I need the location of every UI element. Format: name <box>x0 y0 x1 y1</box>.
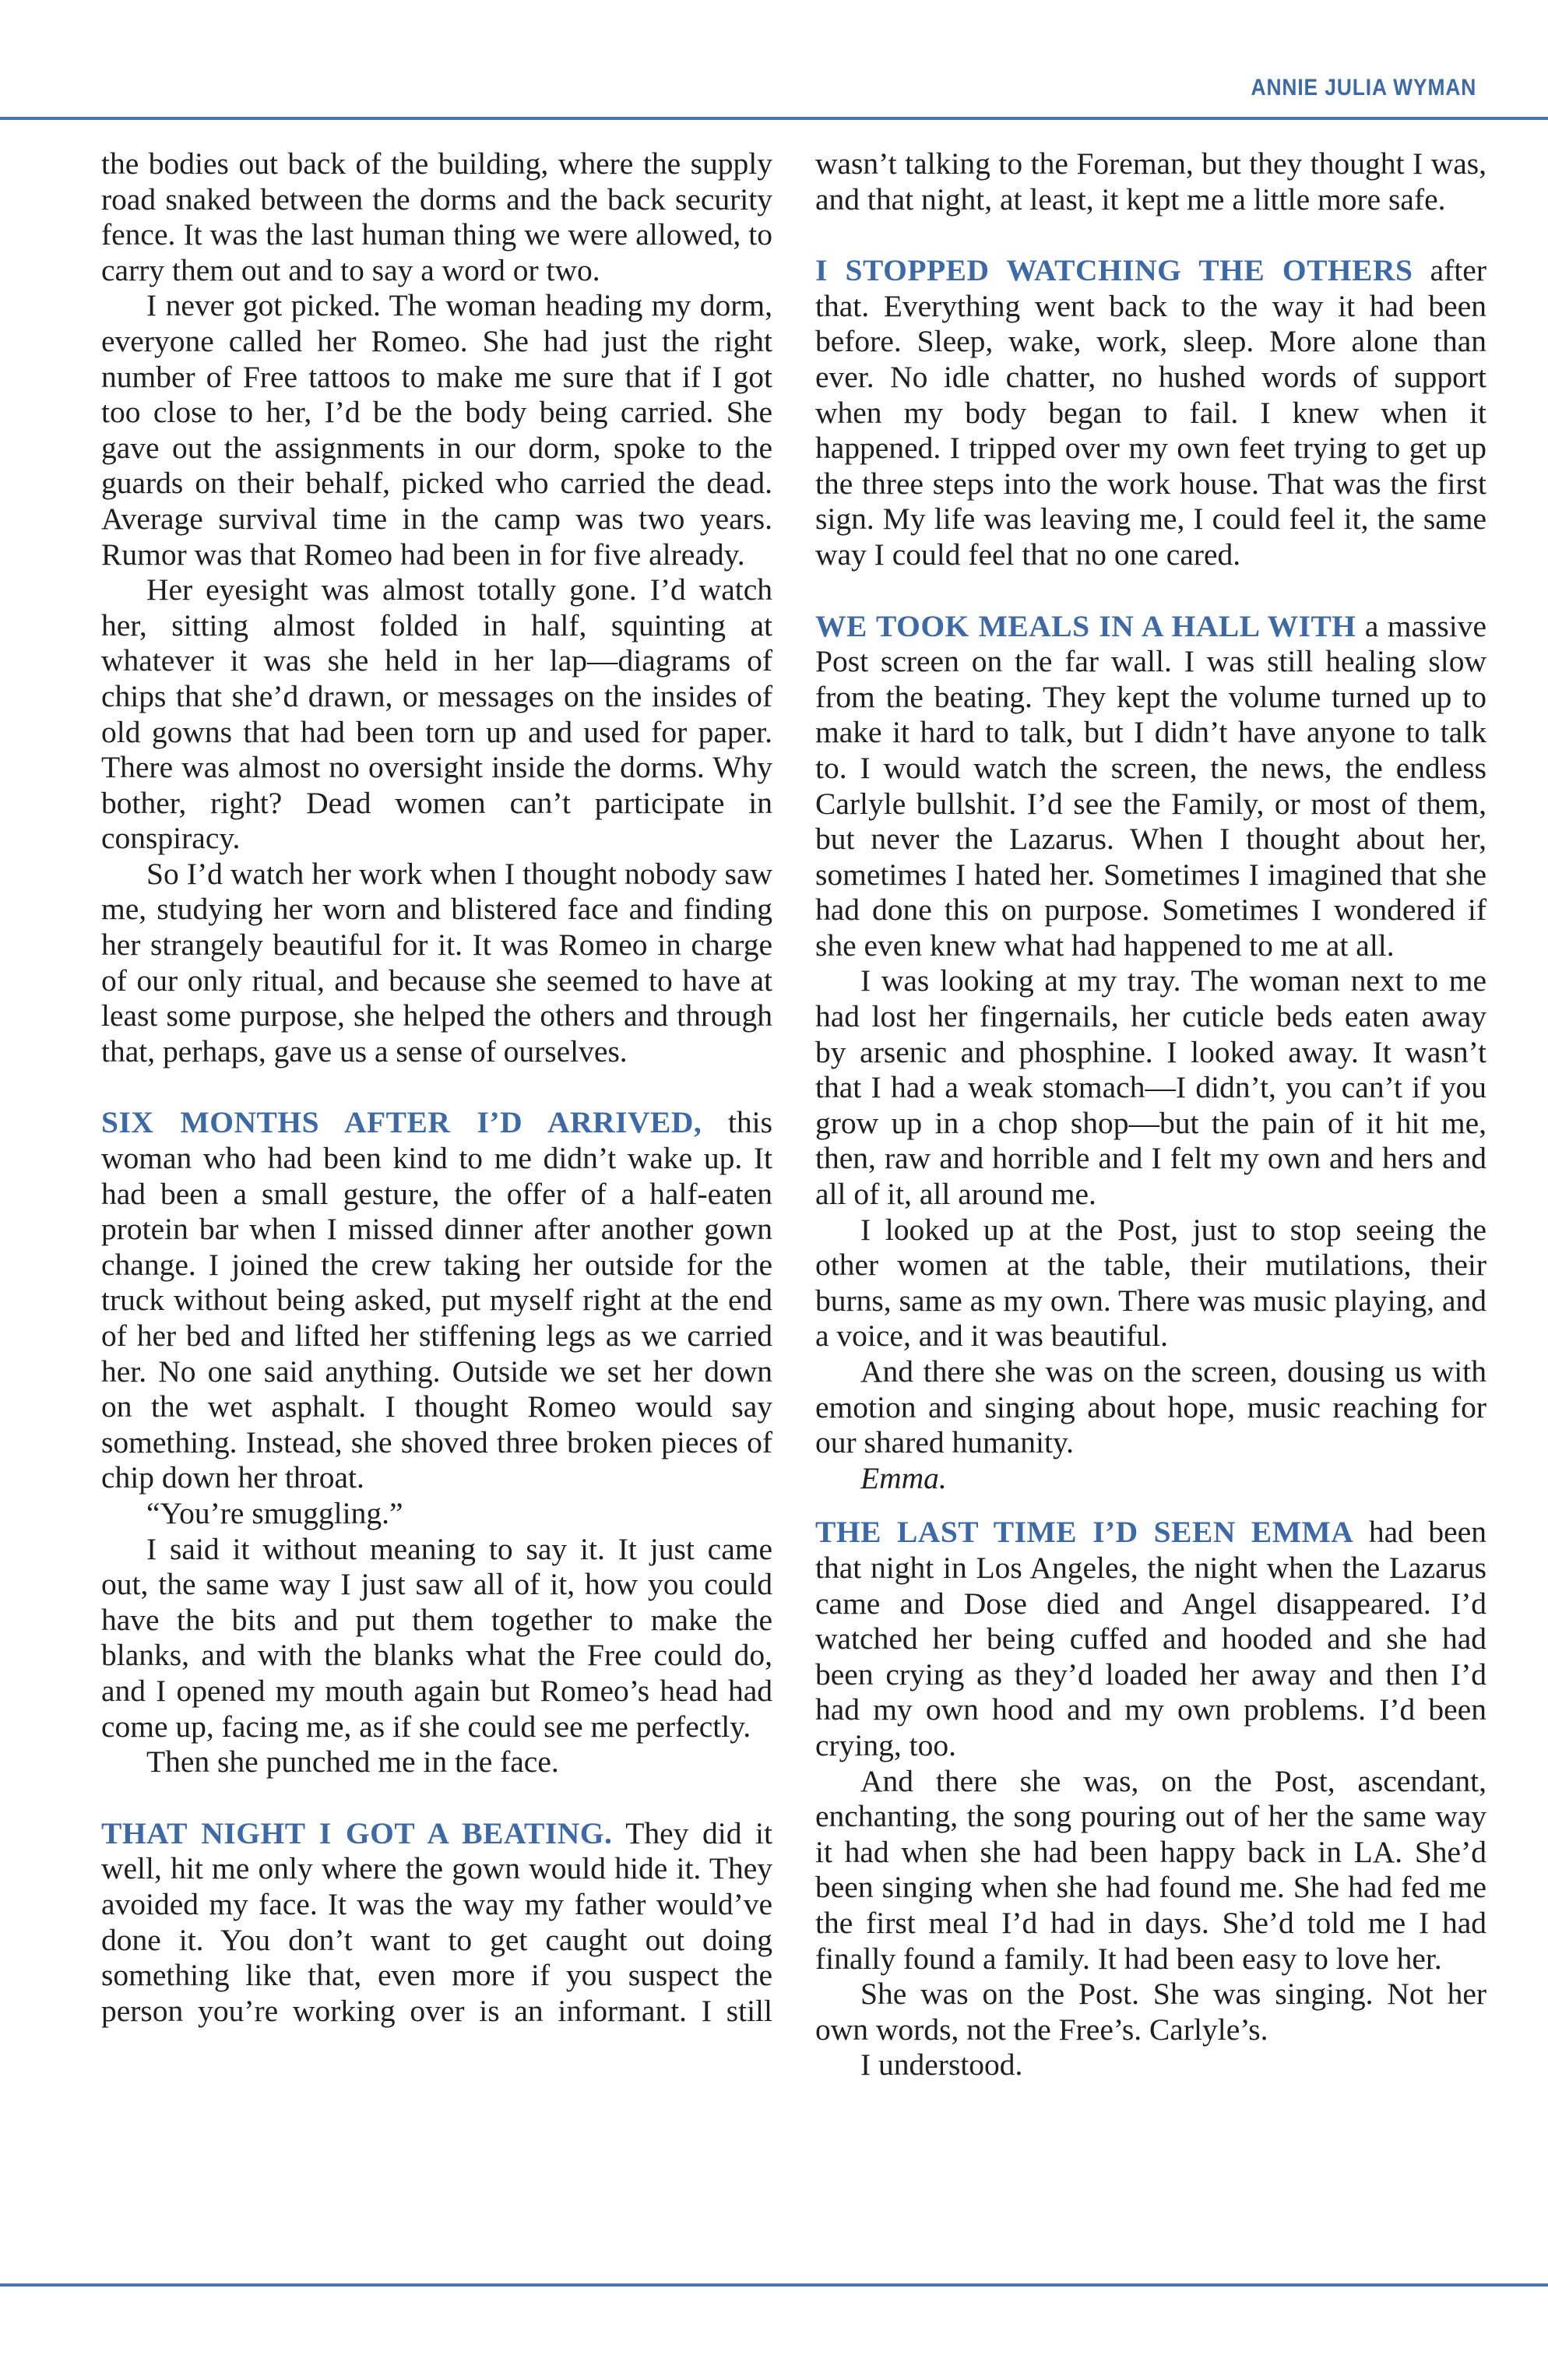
section-paragraph <box>815 609 1486 964</box>
running-header-author: ANNIE JULIA WYMAN <box>1251 75 1476 100</box>
paragraph-text: had been that night in Los Angeles, the night when the Lazarus came and Dose died and Angel disappeared. I’d watched her being cuffed and hooded and she had been crying as they’d loaded her away and then I’d had my own hood and my own problems. I’d been crying, too. <box>815 1515 1486 1762</box>
paragraph: I was looking at my tray. The woman next to me had lost her fingernails, her cuticle beds eaten away by arsenic and phosphine. I looked away. It wasn’t that I had a weak stomach—I didn’t, you can’t if you grow up in a chop shop—but the pain of it hit me, then, raw and horrible and I felt my own and hers and all of it, all around me. <box>815 963 1486 1212</box>
paragraph-text: a massive Post screen on the far wall. I was still healing slow from the beating. They kept the volume turned up to make it hard to talk, but I didn’t have anyone to talk to. I would watch the screen, the news, the endless Carlyle bullshit. I’d see the Family, or most of them, but never the Lazarus. When I thought about her, sometimes I hated her. Sometimes I imagined that she had done this on purpose. Sometimes I wondered if she even knew what had happened to me at all. <box>815 608 1486 963</box>
footer-rule <box>0 2283 1548 2287</box>
paragraph: I said it without meaning to say it. It just came out, the same way I just saw all of it, how you could have the bits and put them together to make the blanks, and with the blanks what the Free could do, and I opened my mouth again but Romeo’s head had come up, facing me, as if she could see me perfectly. <box>101 1531 772 1744</box>
paragraph: I understood. <box>860 2047 1023 2082</box>
header-rule <box>0 117 1548 120</box>
left-column <box>101 146 772 2029</box>
paragraph: She was on the Post. She was singing. Not her own words, not the Free’s. Carlyle’s. <box>815 1977 1486 2047</box>
section-paragraph <box>101 1816 772 2030</box>
paragraph: I never got picked. The woman heading my dorm, everyone called her Romeo. She had just the right number of Free tattoos to make me sure that if I got too close to her, I’d be the body being carried. She gave out the assignments in our dorm, spoke to the guards on their behalf, picked who carried the dead. Average survival time in the camp was two years. Rumor was that Romeo had been in for five already. <box>101 288 772 572</box>
section-lead-in: THE LAST TIME I’D SEEN EMMA <box>815 1515 1354 1550</box>
section-lead-in: WE TOOK MEALS IN A HALL WITH <box>815 608 1356 643</box>
section-paragraph <box>815 253 1486 572</box>
section-paragraph <box>101 1105 772 1496</box>
section-paragraph <box>815 1515 1486 1763</box>
paragraph: “You’re smuggling.” <box>146 1495 403 1530</box>
paragraph-text: after that. Everything went back to the way it had been before. Sleep, wake, work, sleep. More alone than ever. No idle chatter, no hushed words of support when my body began to fail. I knew when it happened. I tripped over my own feet trying to get up the three steps into the work house. That was the first sign. My life was leaving me, I could feel it, the same way I could feel that no one cared. <box>815 253 1486 572</box>
paragraph-text: this woman who had been kind to me didn’t wake up. It had been a small gesture, the offer of a half-eaten protein bar when I missed dinner after another gown change. I joined the crew taking her outside for the truck without being asked, put myself right at the end of her bed and lifted her stiffening legs as we carried her. No one said anything. Outside we set her down on the wet asphalt. I thought Romeo would say something. Instead, she shoved three broken pieces of chip down her throat. <box>101 1105 772 1495</box>
paragraph: the bodies out back of the building, where the supply road snaked between the dorms and the back security fence. It was the last human thing we were allowed, to carry them out and to say a word or two. <box>101 146 772 287</box>
paragraph-text: They did it well, hit me only where the gown would hide it. They avoided my face. It was the way my father would’ve done it. You don’t want to get caught out doing something like that, even more if you suspect the person you’re working over is an informant. I still <box>101 1815 772 2028</box>
section-lead-in: I STOPPED WATCHING THE OTHERS <box>815 253 1413 288</box>
paragraph: Her eyesight was almost totally gone. I’d watch her, sitting almost folded in half, squinting at whatever it was she held in her lap—diagrams of chips that she’d drawn, or messages on the insides of old gowns that had been torn up and used for paper. There was almost no oversight inside the dorms. Why bother, right? Dead women can’t participate in conspiracy. <box>101 572 772 856</box>
paragraph: So I’d watch her work when I thought nobody saw me, studying her worn and blistered face and finding her strangely beautiful for it. It was Romeo in charge of our only ritual, and because she seemed to have at least some purpose, she helped the others and through that, perhaps, gave us a sense of ourselves. <box>101 856 772 1069</box>
section-lead-in: THAT NIGHT I GOT A BEATING. <box>101 1815 613 1850</box>
section-lead-in: SIX MONTHS AFTER I’D ARRIVED, <box>101 1105 702 1140</box>
paragraph: I looked up at the Post, just to stop seeing the other women at the table, their mutilations, their burns, same as my own. There was music playing, and a voice, and it was beautiful. <box>815 1212 1486 1354</box>
paragraph: Then she punched me in the face. <box>146 1745 559 1780</box>
right-column <box>815 146 1486 2083</box>
paragraph-emma: Emma. <box>860 1460 947 1495</box>
paragraph: And there she was, on the Post, ascendant, enchanting, the song pouring out of her the same way it had when she had been happy back in LA. She’d been singing when she had found me. She had fed me the first meal I’d had in days. She’d told me I had finally found a family. It had been easy to love her. <box>815 1763 1486 1976</box>
paragraph: And there she was on the screen, dousing us with emotion and singing about hope, music reaching for our shared humanity. <box>815 1354 1486 1460</box>
paragraph: wasn’t talking to the Foreman, but they thought I was, and that night, at least, it kept me a little more safe. <box>815 146 1486 217</box>
